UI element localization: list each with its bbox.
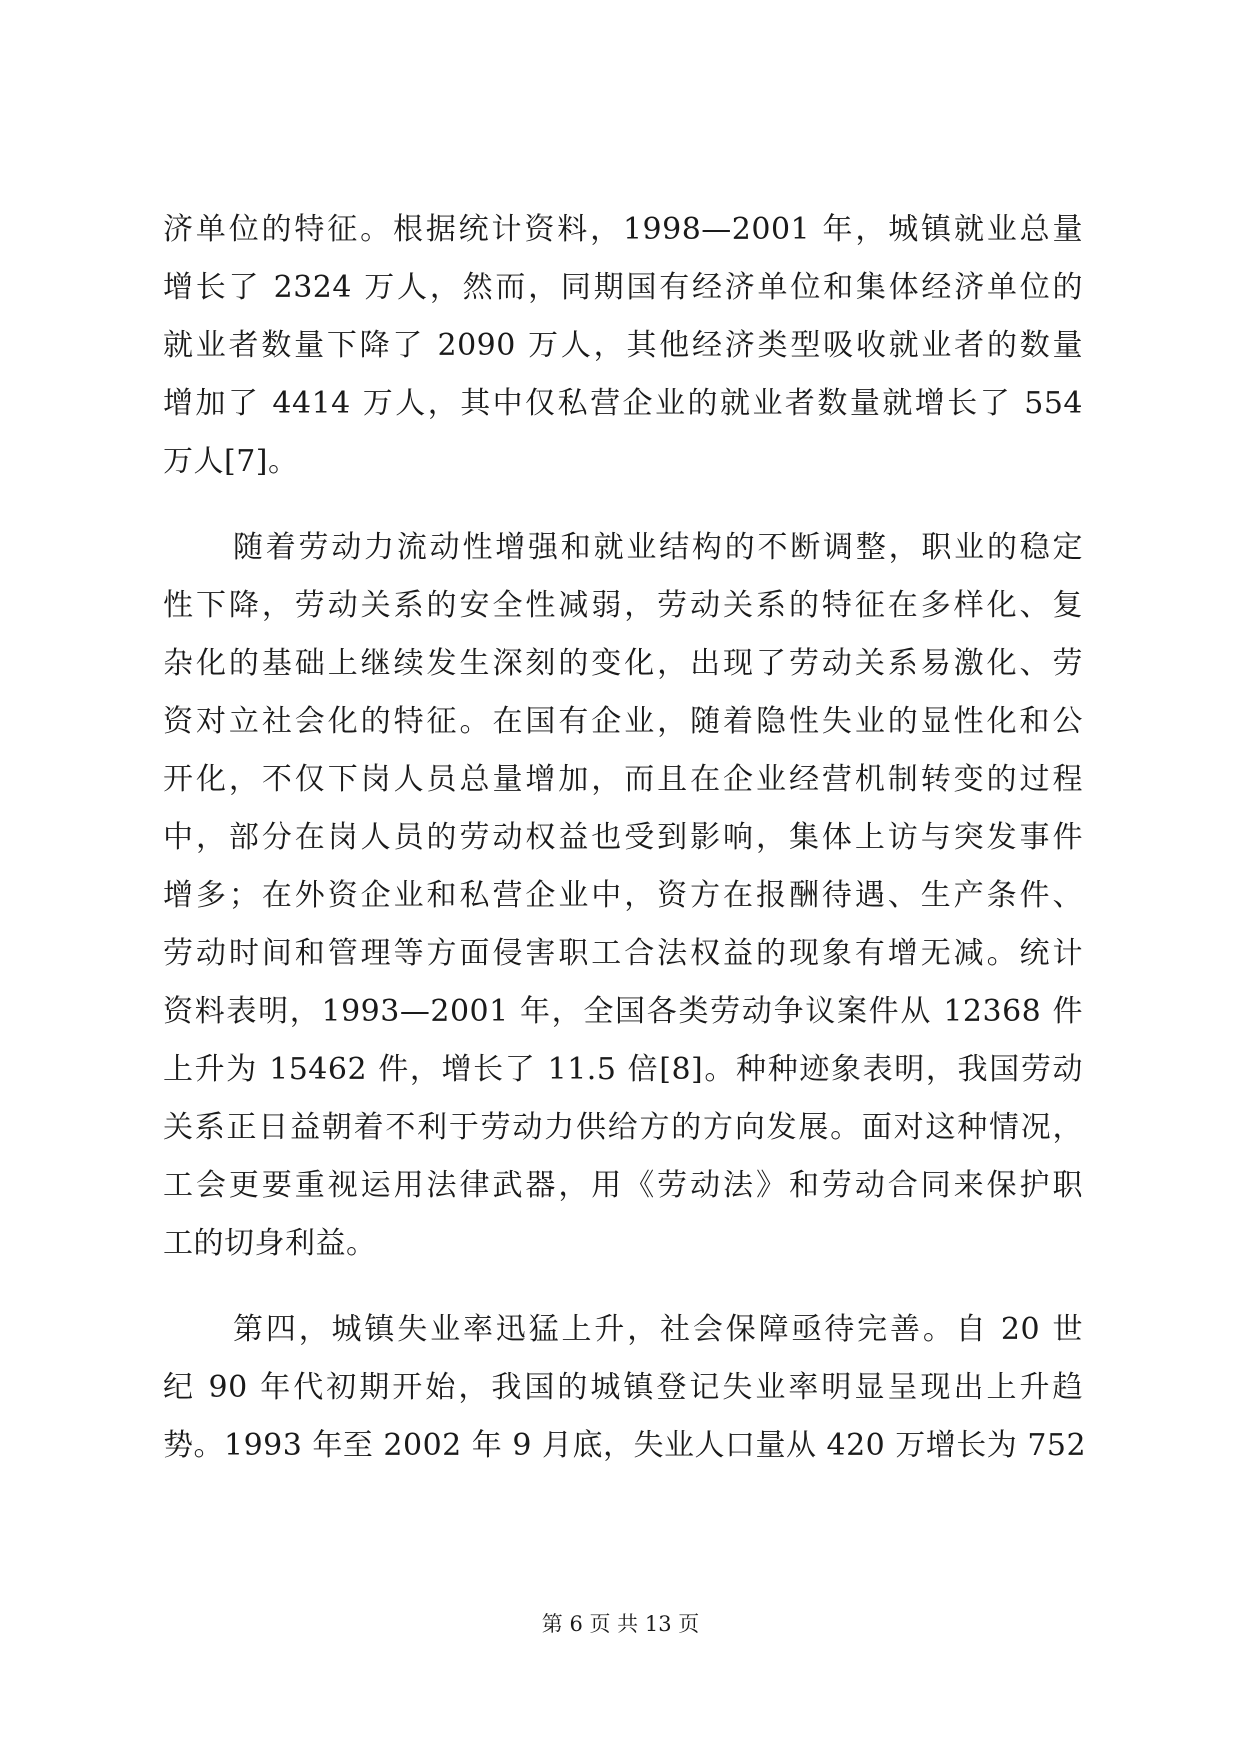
text-line: 上升为 15462 件，增长了 11.5 倍[8]。种种迹象表明，我国劳动	[163, 1052, 1083, 1087]
text-line: 性下降，劳动关系的安全性减弱，劳动关系的特征在多样化、复	[163, 588, 1083, 623]
text-line: 资对立社会化的特征。在国有企业，随着隐性失业的显性化和公	[163, 704, 1083, 739]
text-line: 增长了 2324 万人，然而，同期国有经济单位和集体经济单位的	[163, 270, 1083, 305]
text-line: 工的切身利益。	[163, 1226, 377, 1261]
text-line: 随着劳动力流动性增强和就业结构的不断调整，职业的稳定	[233, 530, 1083, 565]
text-line: 资料表明，1993—2001 年，全国各类劳动争议案件从 12368 件	[163, 994, 1083, 1029]
text-line: 工会更要重视运用法律武器，用《劳动法》和劳动合同来保护职	[163, 1168, 1083, 1203]
text-line: 增多；在外资企业和私营企业中，资方在报酬待遇、生产条件、	[163, 878, 1083, 913]
text-line: 杂化的基础上继续发生深刻的变化，出现了劳动关系易激化、劳	[163, 646, 1083, 681]
text-line: 万人[7]。	[163, 444, 299, 479]
page-footer: 第 6 页 共 13 页	[541, 1612, 700, 1636]
text-line: 增加了 4414 万人，其中仅私营企业的就业者数量就增长了 554	[163, 386, 1083, 421]
text-line: 中，部分在岗人员的劳动权益也受到影响，集体上访与突发事件	[163, 820, 1083, 855]
text-line: 纪 90 年代初期开始，我国的城镇登记失业率明显呈现出上升趋	[163, 1370, 1083, 1405]
text-line: 开化，不仅下岗人员总量增加，而且在企业经营机制转变的过程	[163, 762, 1083, 797]
text-line: 就业者数量下降了 2090 万人，其他经济类型吸收就业者的数量	[163, 328, 1083, 363]
text-line: 第四，城镇失业率迅猛上升，社会保障亟待完善。自 20 世	[233, 1312, 1083, 1347]
text-line: 势。1993 年至 2002 年 9 月底，失业人口量从 420 万增长为 752	[163, 1428, 1087, 1463]
text-line: 劳动时间和管理等方面侵害职工合法权益的现象有增无减。统计	[163, 936, 1083, 971]
text-line: 济单位的特征。根据统计资料，1998—2001 年，城镇就业总量	[163, 212, 1083, 247]
text-line: 关系正日益朝着不利于劳动力供给方的方向发展。面对这种情况，	[163, 1110, 1083, 1145]
